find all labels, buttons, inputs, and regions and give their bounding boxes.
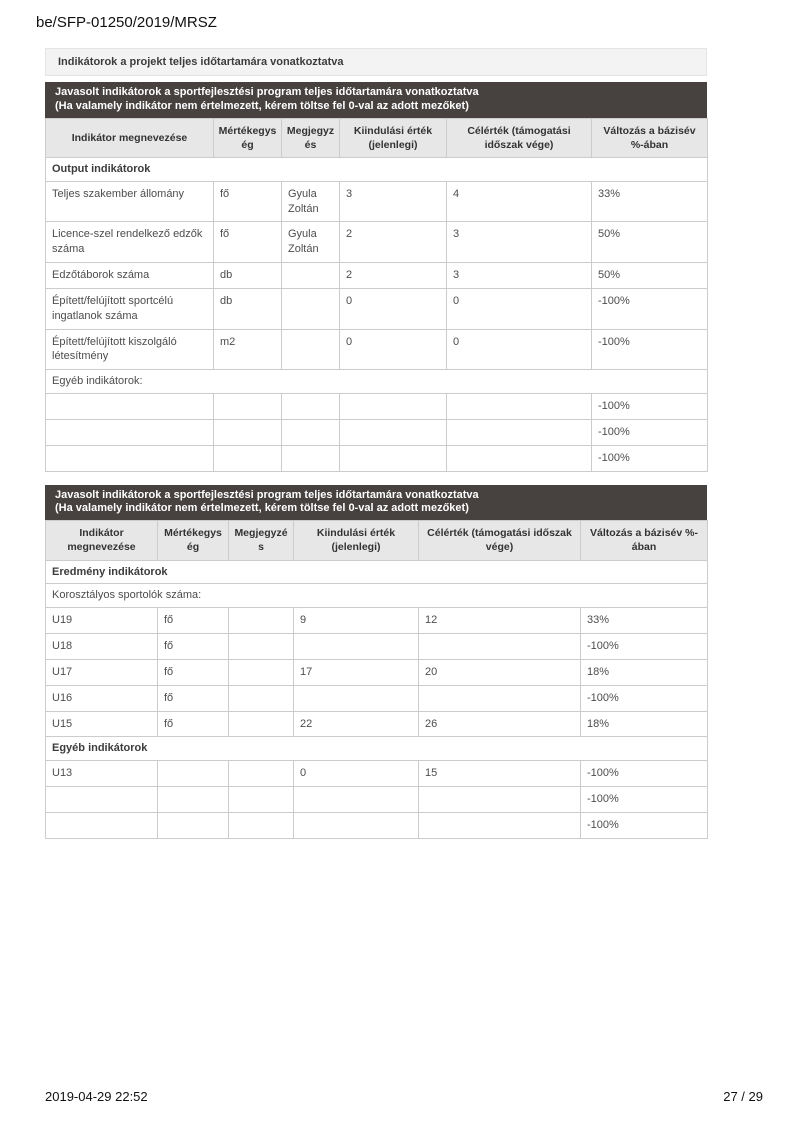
table-cell: 50%	[592, 222, 708, 263]
page-content	[45, 48, 707, 839]
table-cell: U19	[46, 608, 158, 634]
table-cell: 2	[340, 222, 447, 263]
column-header-note: Megjegyzés	[229, 521, 294, 560]
table-cell: Épített/felújított sportcélú ingatlanok száma	[46, 288, 214, 329]
section-row	[46, 157, 708, 181]
section-label: Egyéb indikátorok	[46, 737, 708, 761]
table-cell: 3	[447, 263, 592, 289]
table-cell: db	[214, 263, 282, 289]
table-cell: 2	[340, 263, 447, 289]
table-cell	[158, 812, 229, 838]
table-cell: 0	[447, 329, 592, 370]
table-cell: fő	[214, 222, 282, 263]
table-cell	[229, 634, 294, 660]
table-cell: 3	[340, 181, 447, 222]
table-cell: -100%	[592, 394, 708, 420]
table-cell: -100%	[592, 445, 708, 471]
table-cell: -100%	[581, 812, 708, 838]
table-row	[46, 787, 708, 813]
section-row	[46, 584, 708, 608]
column-header-note: Megjegyzés	[282, 118, 340, 157]
table-cell	[419, 634, 581, 660]
table-cell	[46, 394, 214, 420]
table-cell: 0	[340, 329, 447, 370]
table-cell: 15	[419, 761, 581, 787]
table-cell	[282, 419, 340, 445]
table-row	[46, 181, 708, 222]
table-cell	[340, 394, 447, 420]
table-cell: 0	[447, 288, 592, 329]
table-cell: -100%	[581, 634, 708, 660]
column-header-baseline: Kiindulási érték (jelenlegi)	[294, 521, 419, 560]
header-row	[46, 521, 708, 560]
table-cell	[340, 445, 447, 471]
table-cell: db	[214, 288, 282, 329]
table-cell: -100%	[592, 329, 708, 370]
table-cell: fő	[214, 181, 282, 222]
table-row	[46, 634, 708, 660]
table-cell	[229, 659, 294, 685]
section-row	[46, 737, 708, 761]
banner-line2: (Ha valamely indikátor nem értelmezett, kérem töltse fel 0-val az adott mezőket)	[55, 502, 469, 515]
column-header-target: Célérték (támogatási időszak vége)	[447, 118, 592, 157]
section-label: Eredmény indikátorok	[46, 560, 708, 584]
table-cell	[294, 634, 419, 660]
table-body	[46, 157, 708, 471]
table-cell: 17	[294, 659, 419, 685]
table-cell: Licence-szel rendelkező edzők száma	[46, 222, 214, 263]
page-footer	[45, 1089, 763, 1104]
table-cell	[294, 787, 419, 813]
table-header	[46, 521, 708, 560]
table-cell: -100%	[581, 761, 708, 787]
table-cell: -100%	[581, 787, 708, 813]
table-cell	[46, 787, 158, 813]
table-cell: Edzőtáborok száma	[46, 263, 214, 289]
table-cell	[46, 812, 158, 838]
section-row	[46, 370, 708, 394]
table-cell: fő	[158, 608, 229, 634]
table-banner	[45, 485, 707, 521]
indicators-table-2	[45, 520, 708, 839]
table-cell	[229, 787, 294, 813]
column-header-target: Célérték (támogatási időszak vége)	[419, 521, 581, 560]
table-cell	[282, 263, 340, 289]
table-cell: 12	[419, 608, 581, 634]
table-row	[46, 222, 708, 263]
table-cell	[158, 787, 229, 813]
table-cell	[229, 711, 294, 737]
table-cell	[214, 394, 282, 420]
table-cell: 18%	[581, 659, 708, 685]
table-cell	[294, 812, 419, 838]
table-cell: 22	[294, 711, 419, 737]
table-cell: 4	[447, 181, 592, 222]
table-cell: Gyula Zoltán	[282, 181, 340, 222]
table-row	[46, 812, 708, 838]
table-row	[46, 711, 708, 737]
column-header-unit: Mértékegység	[158, 521, 229, 560]
table-cell: -100%	[592, 288, 708, 329]
table-cell: 33%	[581, 608, 708, 634]
table-cell	[46, 419, 214, 445]
section-row	[46, 560, 708, 584]
banner-line2: (Ha valamely indikátor nem értelmezett, kérem töltse fel 0-val az adott mezőket)	[55, 99, 469, 112]
table-row	[46, 659, 708, 685]
indicators-table-block-1	[45, 82, 707, 472]
section-title: Indikátorok a projekt teljes időtartamára vonatkoztatva	[45, 48, 707, 76]
column-header-change: Változás a bázisév %-ában	[581, 521, 708, 560]
table-cell	[229, 812, 294, 838]
table-cell: -100%	[592, 419, 708, 445]
table-row	[46, 761, 708, 787]
table-cell: U16	[46, 685, 158, 711]
table-cell: Teljes szakember állomány	[46, 181, 214, 222]
table-cell	[282, 288, 340, 329]
column-header-unit: Mértékegység	[214, 118, 282, 157]
column-header-indicator: Indikátor megnevezése	[46, 118, 214, 157]
table-row	[46, 419, 708, 445]
table-cell: fő	[158, 685, 229, 711]
table-cell: fő	[158, 711, 229, 737]
table-cell: fő	[158, 634, 229, 660]
table-cell: 50%	[592, 263, 708, 289]
indicators-table-block-2	[45, 485, 707, 839]
table-cell	[419, 787, 581, 813]
table-cell: Épített/felújított kiszolgáló létesítmény	[46, 329, 214, 370]
table-cell	[419, 812, 581, 838]
column-header-indicator: Indikátor megnevezése	[46, 521, 158, 560]
table-cell	[229, 608, 294, 634]
table-cell: 3	[447, 222, 592, 263]
table-cell	[214, 445, 282, 471]
indicators-table-1	[45, 118, 708, 472]
table-cell	[282, 329, 340, 370]
header-row	[46, 118, 708, 157]
table-banner	[45, 82, 707, 118]
column-header-change: Változás a bázisév %-ában	[592, 118, 708, 157]
table-cell: U18	[46, 634, 158, 660]
section-label: Output indikátorok	[46, 157, 708, 181]
table-row	[46, 608, 708, 634]
table-cell: U13	[46, 761, 158, 787]
table-cell: 26	[419, 711, 581, 737]
column-header-baseline: Kiindulási érték (jelenlegi)	[340, 118, 447, 157]
table-cell	[447, 394, 592, 420]
table-cell: U17	[46, 659, 158, 685]
table-row	[46, 685, 708, 711]
table-cell: U15	[46, 711, 158, 737]
footer-timestamp: 2019-04-29 22:52	[45, 1089, 148, 1104]
table-cell: Gyula Zoltán	[282, 222, 340, 263]
table-cell: 18%	[581, 711, 708, 737]
table-cell	[282, 394, 340, 420]
table-row	[46, 329, 708, 370]
banner-line1: Javasolt indikátorok a sportfejlesztési program teljes időtartamára vonatkoztatva	[55, 488, 479, 501]
table-cell	[158, 761, 229, 787]
table-body	[46, 560, 708, 838]
table-row	[46, 394, 708, 420]
table-header	[46, 118, 708, 157]
table-cell	[447, 419, 592, 445]
table-cell	[229, 761, 294, 787]
table-row	[46, 445, 708, 471]
table-cell	[46, 445, 214, 471]
table-cell: 0	[294, 761, 419, 787]
table-cell: 0	[340, 288, 447, 329]
table-cell	[447, 445, 592, 471]
table-cell	[214, 419, 282, 445]
table-row	[46, 288, 708, 329]
section-label: Egyéb indikátorok:	[46, 370, 708, 394]
table-cell: -100%	[581, 685, 708, 711]
table-cell: m2	[214, 329, 282, 370]
table-cell	[340, 419, 447, 445]
section-label: Korosztályos sportolók száma:	[46, 584, 708, 608]
table-cell: 9	[294, 608, 419, 634]
table-cell: fő	[158, 659, 229, 685]
table-cell	[229, 685, 294, 711]
table-cell	[419, 685, 581, 711]
table-cell	[282, 445, 340, 471]
table-cell: 33%	[592, 181, 708, 222]
table-cell: 20	[419, 659, 581, 685]
table-cell	[294, 685, 419, 711]
banner-line1: Javasolt indikátorok a sportfejlesztési program teljes időtartamára vonatkoztatva	[55, 86, 479, 98]
footer-page-number: 27 / 29	[723, 1089, 763, 1104]
table-row	[46, 263, 708, 289]
document-id: be/SFP-01250/2019/MRSZ	[36, 14, 217, 31]
